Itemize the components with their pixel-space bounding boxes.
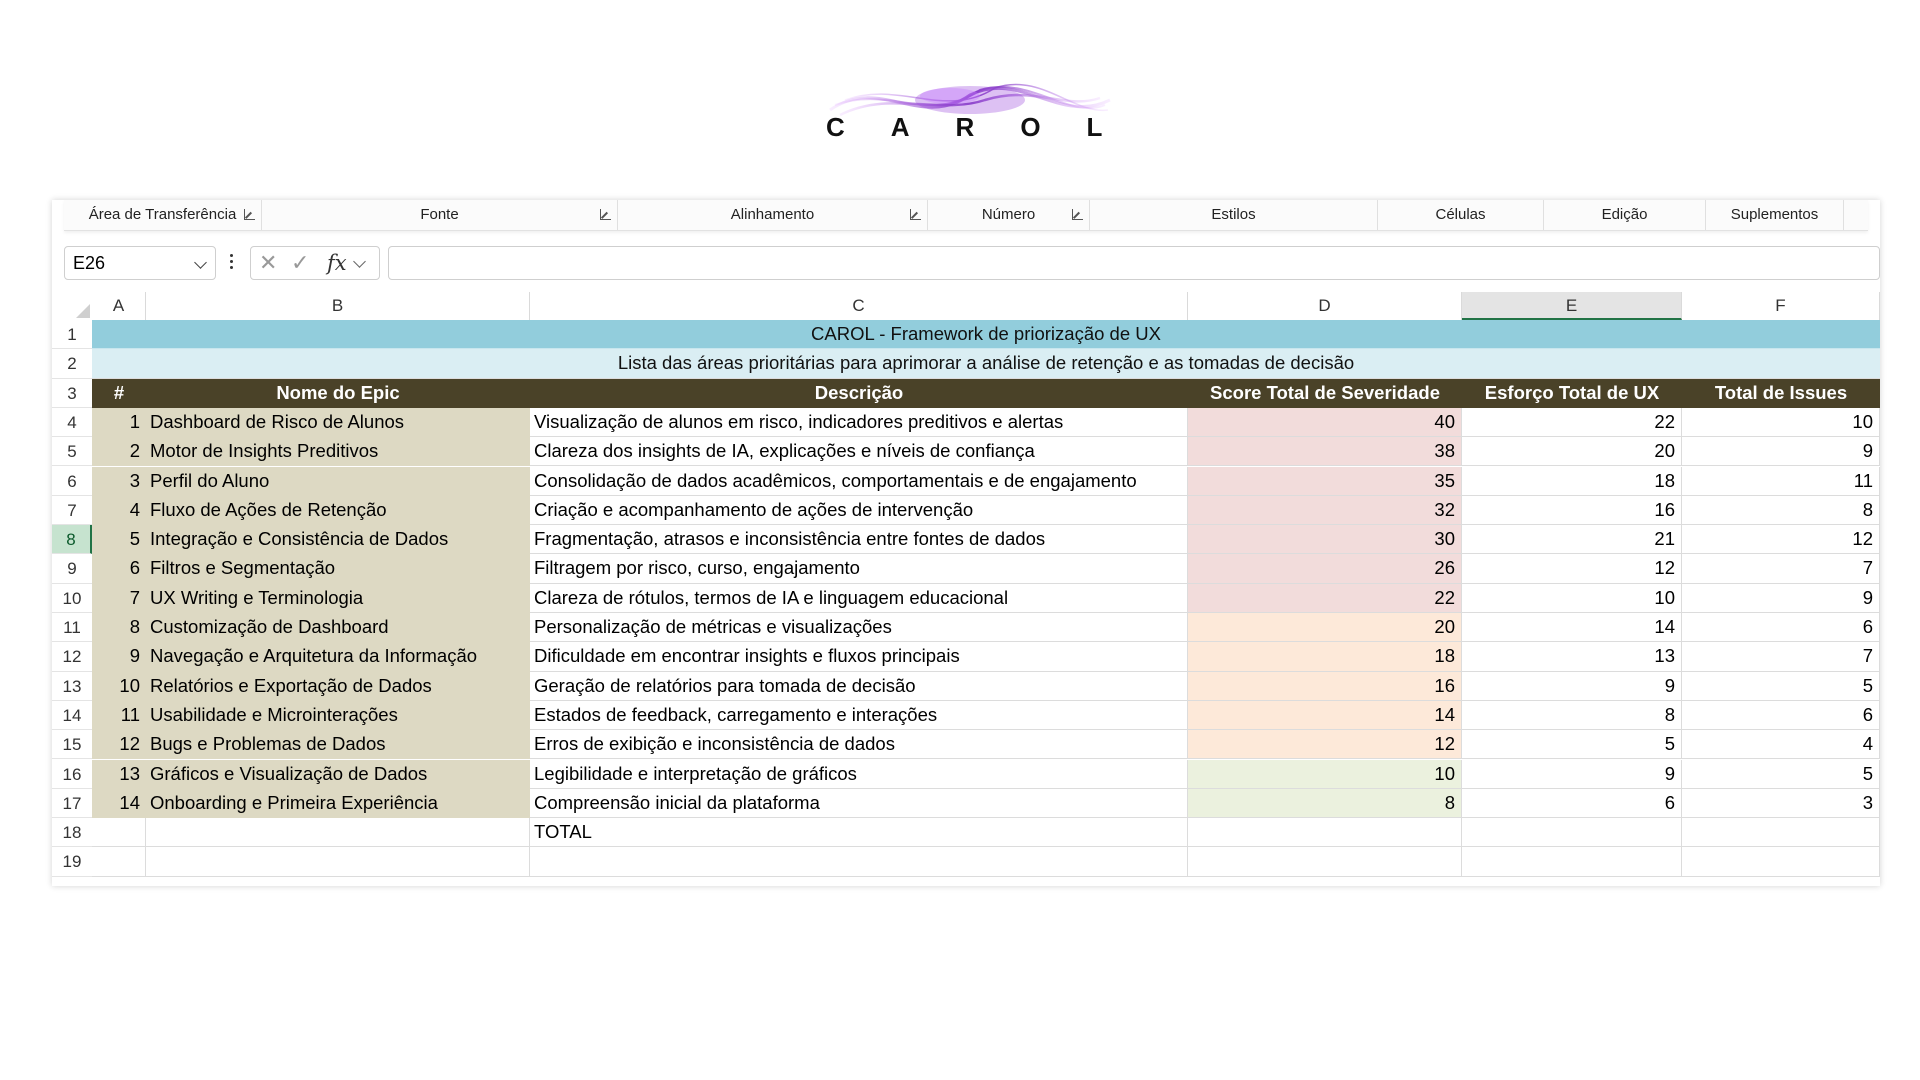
row-header-2[interactable]: 2 xyxy=(52,349,92,378)
name-box-value: E26 xyxy=(73,253,106,273)
row-header-6[interactable]: 6 xyxy=(52,467,92,496)
epic-name[interactable]: Dashboard de Risco de Alunos xyxy=(146,408,530,437)
epic-description[interactable]: Visualização de alunos em risco, indicadores preditivos e alertas xyxy=(530,408,1188,437)
name-box[interactable] xyxy=(64,246,216,280)
epic-number[interactable]: 14 xyxy=(92,789,146,818)
ux-effort[interactable]: 21 xyxy=(1462,525,1682,554)
ux-effort[interactable]: 20 xyxy=(1462,437,1682,466)
epic-number[interactable]: 8 xyxy=(92,613,146,642)
issues-total[interactable]: 7 xyxy=(1682,554,1880,583)
ribbon-group-label: Fonte xyxy=(420,206,459,223)
epic-description[interactable]: Erros de exibição e inconsistência de dados xyxy=(530,730,1188,759)
ribbon-group-3 xyxy=(928,200,1090,230)
severity-score[interactable]: 14 xyxy=(1188,701,1462,730)
issues-total[interactable]: 11 xyxy=(1682,467,1880,496)
epic-number[interactable]: 1 xyxy=(92,408,146,437)
dialog-launcher-icon[interactable] xyxy=(910,209,921,220)
epic-number[interactable]: 12 xyxy=(92,730,146,759)
epic-description[interactable]: Fragmentação, atrasos e inconsistência entre fontes de dados xyxy=(530,525,1188,554)
epic-name[interactable]: UX Writing e Terminologia xyxy=(146,584,530,613)
severity-score[interactable]: 8 xyxy=(1188,789,1462,818)
ribbon-group-label: Área de Transferência xyxy=(88,206,237,223)
table-header-4[interactable]: Esforço Total de UX xyxy=(1462,379,1682,408)
issues-total[interactable]: 7 xyxy=(1682,642,1880,671)
epic-name[interactable]: Perfil do Aluno xyxy=(146,467,530,496)
ux-effort[interactable]: 8 xyxy=(1462,701,1682,730)
row-header-12[interactable]: 12 xyxy=(52,642,92,671)
row-header-17[interactable]: 17 xyxy=(52,789,92,818)
issues-total[interactable]: 3 xyxy=(1682,789,1880,818)
row-header-8[interactable]: 8 xyxy=(52,525,92,554)
severity-score[interactable]: 16 xyxy=(1188,672,1462,701)
table-header-2[interactable]: Descrição xyxy=(530,379,1188,408)
ux-effort[interactable]: 14 xyxy=(1462,613,1682,642)
empty-cell[interactable] xyxy=(1462,847,1682,876)
epic-description[interactable]: Filtragem por risco, curso, engajamento xyxy=(530,554,1188,583)
severity-score[interactable]: 26 xyxy=(1188,554,1462,583)
check-icon[interactable]: ✓ xyxy=(291,250,310,275)
ribbon-group-label: Estilos xyxy=(1211,206,1256,223)
epic-name[interactable]: Usabilidade e Microinterações xyxy=(146,701,530,730)
empty-cell[interactable] xyxy=(146,847,530,876)
epic-number[interactable]: 7 xyxy=(92,584,146,613)
ux-effort[interactable]: 10 xyxy=(1462,584,1682,613)
severity-score[interactable]: 22 xyxy=(1188,584,1462,613)
insert-function-icon[interactable]: fx xyxy=(327,251,347,275)
empty-cell[interactable] xyxy=(1188,847,1462,876)
issues-total[interactable]: 9 xyxy=(1682,437,1880,466)
formula-controls xyxy=(250,246,380,280)
table-header-0[interactable]: # xyxy=(92,379,146,408)
severity-score[interactable]: 38 xyxy=(1188,437,1462,466)
formula-bar xyxy=(64,246,1880,282)
ribbon-group-label: Número xyxy=(981,206,1036,223)
formula-input[interactable] xyxy=(388,246,1880,280)
epic-number[interactable]: 13 xyxy=(92,760,146,789)
empty-cell[interactable] xyxy=(530,847,1188,876)
issues-total[interactable]: 8 xyxy=(1682,496,1880,525)
empty-cell[interactable] xyxy=(1682,847,1880,876)
ribbon-group-label: Edição xyxy=(1601,206,1648,223)
ux-effort[interactable]: 6 xyxy=(1462,789,1682,818)
epic-number[interactable]: 3 xyxy=(92,467,146,496)
epic-name[interactable]: Motor de Insights Preditivos xyxy=(146,437,530,466)
ux-effort[interactable]: 13 xyxy=(1462,642,1682,671)
more-vertical-icon[interactable] xyxy=(230,252,234,274)
epic-number[interactable]: 4 xyxy=(92,496,146,525)
epic-name[interactable]: Onboarding e Primeira Experiência xyxy=(146,789,530,818)
table-header-1[interactable]: Nome do Epic xyxy=(146,379,530,408)
issues-total[interactable]: 10 xyxy=(1682,408,1880,437)
table-header-3[interactable]: Score Total de Severidade xyxy=(1188,379,1462,408)
dialog-launcher-icon[interactable] xyxy=(244,209,255,220)
row-header-15[interactable]: 15 xyxy=(52,730,92,759)
row-header-14[interactable]: 14 xyxy=(52,701,92,730)
chevron-down-icon[interactable] xyxy=(353,255,366,268)
issues-total[interactable]: 12 xyxy=(1682,525,1880,554)
epic-name[interactable]: Navegação e Arquitetura da Informação xyxy=(146,642,530,671)
epic-description[interactable]: Dificuldade em encontrar insights e fluxos principais xyxy=(530,642,1188,671)
issues-total[interactable]: 6 xyxy=(1682,701,1880,730)
logo-text: CAROL xyxy=(826,112,1149,142)
column-header-c[interactable]: C xyxy=(530,292,1188,320)
epic-description[interactable]: Consolidação de dados acadêmicos, comportamentais e de engajamento xyxy=(530,467,1188,496)
severity-score[interactable]: 32 xyxy=(1188,496,1462,525)
ribbon-group-1 xyxy=(262,200,618,230)
epic-description[interactable]: Estados de feedback, carregamento e interações xyxy=(530,701,1188,730)
severity-score[interactable]: 10 xyxy=(1188,760,1462,789)
ux-effort[interactable]: 9 xyxy=(1462,672,1682,701)
row-header-7[interactable]: 7 xyxy=(52,496,92,525)
epic-number[interactable]: 6 xyxy=(92,554,146,583)
empty-cell[interactable] xyxy=(92,818,146,847)
ribbon-group-5 xyxy=(1378,200,1544,230)
epic-description[interactable]: Geração de relatórios para tomada de decisão xyxy=(530,672,1188,701)
empty-cell[interactable] xyxy=(1462,818,1682,847)
ribbon-group-2 xyxy=(618,200,928,230)
epic-name[interactable]: Gráficos e Visualização de Dados xyxy=(146,760,530,789)
epic-number[interactable]: 5 xyxy=(92,525,146,554)
epic-description[interactable]: Compreensão inicial da plataforma xyxy=(530,789,1188,818)
epic-number[interactable]: 10 xyxy=(92,672,146,701)
severity-score[interactable]: 12 xyxy=(1188,730,1462,759)
epic-name[interactable]: Customização de Dashboard xyxy=(146,613,530,642)
empty-cell[interactable] xyxy=(92,847,146,876)
epic-number[interactable]: 2 xyxy=(92,437,146,466)
row-header-19[interactable]: 19 xyxy=(52,847,92,876)
issues-total[interactable]: 4 xyxy=(1682,730,1880,759)
epic-description[interactable]: Personalização de métricas e visualizações xyxy=(530,613,1188,642)
severity-score[interactable]: 30 xyxy=(1188,525,1462,554)
severity-score[interactable]: 18 xyxy=(1188,642,1462,671)
column-header-b[interactable]: B xyxy=(146,292,530,320)
empty-cell[interactable] xyxy=(1682,818,1880,847)
table-header-5[interactable]: Total de Issues xyxy=(1682,379,1880,408)
epic-number[interactable]: 9 xyxy=(92,642,146,671)
row-header-9[interactable]: 9 xyxy=(52,554,92,583)
excel-window xyxy=(52,200,1880,886)
epic-name[interactable]: Filtros e Segmentação xyxy=(146,554,530,583)
sheet-title: CAROL - Framework de priorização de UX xyxy=(92,320,1880,349)
select-all-corner[interactable] xyxy=(52,292,92,320)
ribbon-group-label: Células xyxy=(1435,206,1486,223)
ribbon-group-6 xyxy=(1544,200,1706,230)
row-header-10[interactable]: 10 xyxy=(52,584,92,613)
ribbon-group-labels xyxy=(64,200,1868,231)
row-header-16[interactable]: 16 xyxy=(52,760,92,789)
ribbon-group-label: Alinhamento xyxy=(730,206,815,223)
epic-name[interactable]: Relatórios e Exportação de Dados xyxy=(146,672,530,701)
issues-total[interactable]: 9 xyxy=(1682,584,1880,613)
ux-effort[interactable]: 12 xyxy=(1462,554,1682,583)
row-header-3[interactable]: 3 xyxy=(52,379,92,408)
epic-name[interactable]: Fluxo de Ações de Retenção xyxy=(146,496,530,525)
column-header-d[interactable]: D xyxy=(1188,292,1462,320)
severity-score[interactable]: 35 xyxy=(1188,467,1462,496)
cancel-icon[interactable]: ✕ xyxy=(259,250,278,275)
ux-effort[interactable]: 9 xyxy=(1462,760,1682,789)
epic-description[interactable]: Clareza de rótulos, termos de IA e linguagem educacional xyxy=(530,584,1188,613)
column-header-f[interactable]: F xyxy=(1682,292,1880,320)
row-header-11[interactable]: 11 xyxy=(52,613,92,642)
ribbon-group-7 xyxy=(1706,200,1844,230)
issues-total[interactable]: 5 xyxy=(1682,760,1880,789)
severity-score[interactable]: 20 xyxy=(1188,613,1462,642)
row-header-4[interactable]: 4 xyxy=(52,408,92,437)
epic-description[interactable]: Criação e acompanhamento de ações de intervenção xyxy=(530,496,1188,525)
ribbon-group-0 xyxy=(64,200,262,230)
epic-description[interactable]: Clareza dos insights de IA, explicações e níveis de confiança xyxy=(530,437,1188,466)
ux-effort[interactable]: 16 xyxy=(1462,496,1682,525)
empty-cell[interactable] xyxy=(1188,818,1462,847)
sheet-subtitle: Lista das áreas prioritárias para aprimorar a análise de retenção e as tomadas de decisão xyxy=(92,349,1880,378)
ribbon-group-4 xyxy=(1090,200,1378,230)
severity-score[interactable]: 40 xyxy=(1188,408,1462,437)
row-header-5[interactable]: 5 xyxy=(52,437,92,466)
row-header-1[interactable]: 1 xyxy=(52,320,92,349)
epic-name[interactable]: Bugs e Problemas de Dados xyxy=(146,730,530,759)
epic-description[interactable]: Legibilidade e interpretação de gráficos xyxy=(530,760,1188,789)
column-header-a[interactable]: A xyxy=(92,292,146,320)
column-header-e[interactable]: E xyxy=(1462,292,1682,320)
dialog-launcher-icon[interactable] xyxy=(600,209,611,220)
ux-effort[interactable]: 18 xyxy=(1462,467,1682,496)
epic-number[interactable]: 11 xyxy=(92,701,146,730)
issues-total[interactable]: 5 xyxy=(1682,672,1880,701)
ux-effort[interactable]: 5 xyxy=(1462,730,1682,759)
epic-name[interactable]: Integração e Consistência de Dados xyxy=(146,525,530,554)
empty-cell[interactable] xyxy=(146,818,530,847)
ribbon-group-label: Suplementos xyxy=(1730,206,1819,223)
dialog-launcher-icon[interactable] xyxy=(1072,209,1083,220)
ux-effort[interactable]: 22 xyxy=(1462,408,1682,437)
total-label[interactable]: TOTAL xyxy=(530,818,1188,847)
issues-total[interactable]: 6 xyxy=(1682,613,1880,642)
chevron-down-icon[interactable] xyxy=(194,256,207,269)
row-header-13[interactable]: 13 xyxy=(52,672,92,701)
row-header-18[interactable]: 18 xyxy=(52,818,92,847)
